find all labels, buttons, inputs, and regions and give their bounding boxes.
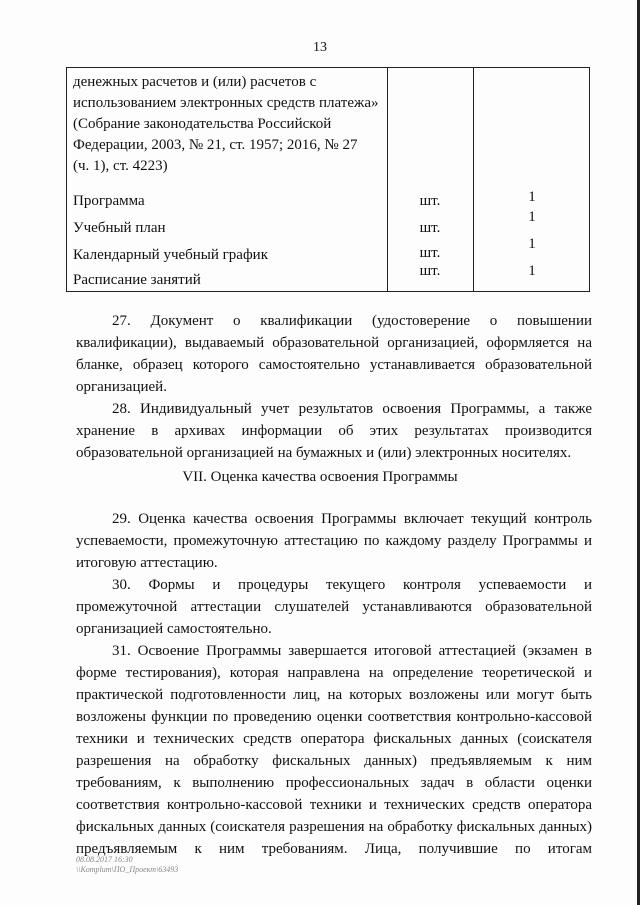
paragraph-line: хранение в архивах информации об этих результатах производится: [76, 423, 592, 439]
paragraph-line: успеваемости, промежуточную аттестацию по каждому разделу Программы и: [76, 533, 592, 549]
document-footer: [76, 855, 178, 875]
paragraph-line: практической подготовленности лиц, на которых возложены или могут быть: [76, 687, 592, 703]
table-item-name: Программа: [73, 193, 145, 209]
table-item-qty: 1: [528, 236, 536, 252]
section-heading: VII. Оценка качества освоения Программы: [182, 469, 458, 485]
table-item-unit: шт.: [419, 220, 441, 236]
table-item-qty: 1: [528, 209, 536, 225]
table-text-line: использованием электронных средств платежа»: [73, 95, 379, 111]
table-item-unit: шт.: [419, 263, 441, 279]
paragraph-line: возложены функции по проведению оценки соответствия контрольно-кассовой: [76, 709, 592, 725]
table-item-unit: шт.: [419, 193, 441, 209]
footer-timestamp: 08.08.2017 16:30: [76, 855, 133, 864]
paragraph-line: 27. Документ о квалификации (удостоверение о повышении: [112, 313, 592, 329]
table-item-name: Расписание занятий: [73, 272, 201, 288]
table-text-line: денежных расчетов и (или) расчетов с: [73, 74, 317, 90]
paragraph-line: 31. Освоение Программы завершается итоговой аттестацией (экзамен в: [112, 643, 592, 659]
table-text-line: (Собрание законодательства Российской: [73, 116, 332, 132]
table-item-qty: 1: [528, 189, 536, 205]
paragraph-line: 28. Индивидуальный учет результатов освоения Программы, а также: [112, 401, 592, 417]
paragraph-line: квалификации), выдаваемый образовательной организацией, оформляется на: [76, 335, 592, 351]
paragraphs-29-31: [76, 508, 592, 860]
paragraph-line: форме тестирования), которая направлена на определение теоретической и: [76, 665, 592, 681]
paragraphs-27-28: [76, 310, 592, 464]
table-column-divider: [473, 68, 474, 291]
table-text-line: (ч. 1), ст. 4223): [73, 158, 168, 174]
paragraph-line: организацией.: [76, 379, 167, 395]
table-item-name: Учебный план: [73, 220, 166, 236]
paragraph-line: 30. Формы и процедуры текущего контроля успеваемости и: [112, 577, 592, 593]
materials-table: [66, 67, 590, 292]
paragraph-line: предъявляемым к ним требованиям. Лица, получившие по итогам: [76, 841, 592, 857]
table-item-unit: шт.: [419, 245, 441, 261]
table-item-name: Календарный учебный график: [73, 247, 268, 263]
paragraph-line: итоговую аттестацию.: [76, 555, 218, 571]
paragraph-line: образовательной организацией на бумажных и (или) электронных носителях.: [76, 445, 572, 461]
paragraph-line: организацией самостоятельно.: [76, 621, 272, 637]
paragraph-line: разрешения на обработку фискальных данных) предъявляемым к ним: [76, 753, 592, 769]
paragraph-line: требованиям, к выполнению профессиональных задач в области оценки: [76, 775, 592, 791]
footer-file-path: \\Komplum\ПО_Проект\63493: [76, 865, 179, 874]
paragraph-line: техники и технических средств оператора фискальных данных (соискателя: [76, 731, 592, 747]
paragraph-line: промежуточной аттестации слушателей устанавливаются образовательной: [76, 599, 592, 615]
table-item-qty: 1: [528, 263, 536, 279]
paragraph-line: бланке, образец которого самостоятельно устанавливается образовательной: [76, 357, 592, 373]
paragraph-line: 29. Оценка качества освоения Программы включает текущий контроль: [112, 511, 592, 527]
paragraph-line: фискальных данных (соискателя разрешения на обработку фискальных данных): [76, 819, 592, 835]
table-continued-text: [73, 72, 383, 177]
table-text-line: Федерации, 2003, № 21, ст. 1957; 2016, № 27: [73, 137, 358, 153]
page-number: 13: [313, 40, 327, 55]
paragraph-line: соответствия контрольно-кассовой техники и технических средств оператора: [76, 797, 592, 813]
